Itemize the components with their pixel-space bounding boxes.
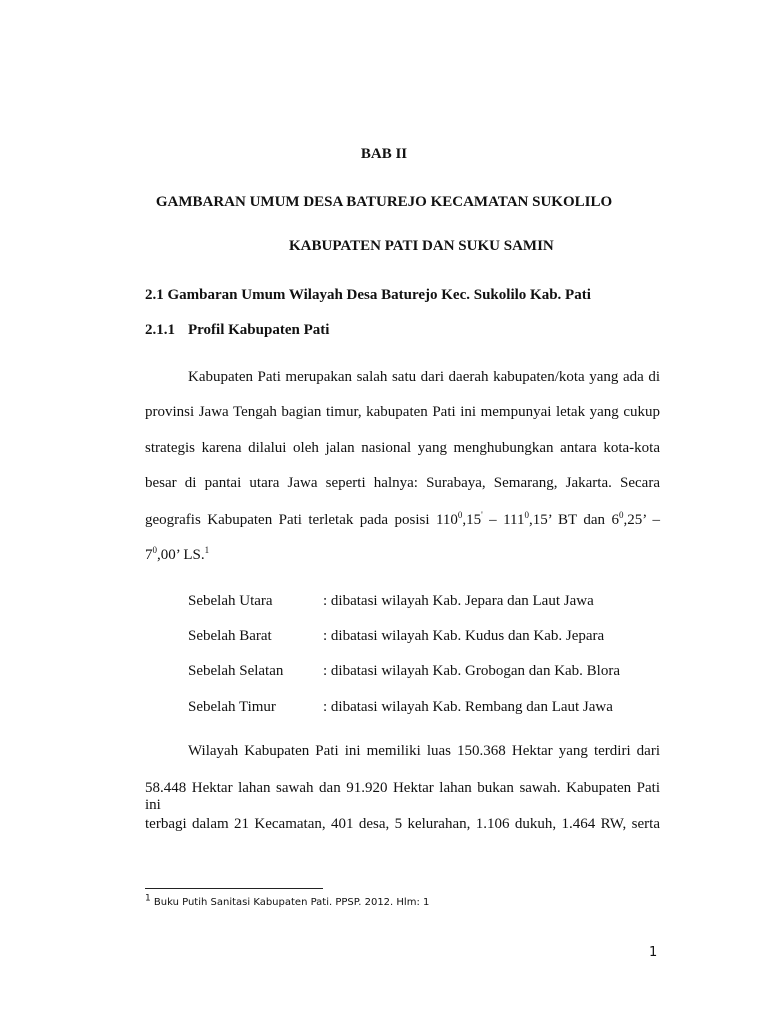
chapter-label: BAB II xyxy=(360,146,408,162)
border-label: Sebelah Barat xyxy=(188,628,272,644)
chapter-title-line-2: KABUPATEN PATI DAN SUKU SAMIN xyxy=(289,238,554,254)
border-value: : dibatasi wilayah Kab. Grobogan dan Kab. Blora xyxy=(323,663,621,679)
border-label: Sebelah Selatan xyxy=(188,663,284,679)
footnote xyxy=(145,893,430,908)
page-number: 1 xyxy=(649,945,658,960)
footnote-number: 1 xyxy=(145,893,151,904)
paragraph-1-line-6: $7^0,00$’ LS.$^1$ xyxy=(145,545,210,563)
paragraph-2-line-3: terbagi dalam 21 Kecamatan, 401 desa, 5 kelurahan, 1.106 dukuh, 1.464 RW, serta xyxy=(145,816,660,832)
paragraph-1-line-5: geografis Kabupaten Pati terletak pada posisi $110^0,15' - 111^0,15$’ BT dan $6^0,25$’ – xyxy=(145,510,661,528)
border-label: Sebelah Timur xyxy=(188,699,276,715)
chapter-title-line-1: GAMBARAN UMUM DESA BATUREJO KECAMATAN SUKOLILO xyxy=(155,194,613,210)
paragraph-1-line-4: besar di pantai utara Jawa seperti halnya: Surabaya, Semarang, Jakarta. Secara xyxy=(145,475,660,491)
border-value: : dibatasi wilayah Kab. Rembang dan Laut Jawa xyxy=(323,699,613,715)
paragraph-1-line-2: provinsi Jawa Tengah bagian timur, kabupaten Pati ini mempunyai letak yang cukup xyxy=(145,404,660,420)
paragraph-1-line-3: strategis karena dilalui oleh jalan nasional yang menghubungkan antara kota-kota xyxy=(145,440,660,456)
footnote-text: Buku Putih Sanitasi Kabupaten Pati. PPSP. 2012. Hlm: 1 xyxy=(150,897,430,908)
subsection-number: 2.1.1 xyxy=(145,322,175,338)
paragraph-1-line-1: Kabupaten Pati merupakan salah satu dari daerah kabupaten/kota yang ada di xyxy=(188,369,660,385)
section-heading: 2.1 Gambaran Umum Wilayah Desa Baturejo Kec. Sukolilo Kab. Pati xyxy=(145,287,591,303)
paragraph-2-line-2: 58.448 Hektar lahan sawah dan 91.920 Hektar lahan bukan sawah. Kabupaten Pati ini xyxy=(145,780,660,813)
border-value: : dibatasi wilayah Kab. Jepara dan Laut Jawa xyxy=(323,593,594,609)
paragraph-2-line-1: Wilayah Kabupaten Pati ini memiliki luas 150.368 Hektar yang terdiri dari xyxy=(188,743,660,759)
footnote-separator xyxy=(145,888,323,889)
border-value: : dibatasi wilayah Kab. Kudus dan Kab. Jepara xyxy=(323,628,605,644)
footnote-reference[interactable]: 1 xyxy=(204,545,210,555)
border-label: Sebelah Utara xyxy=(188,593,273,609)
subsection-title: Profil Kabupaten Pati xyxy=(188,322,330,338)
